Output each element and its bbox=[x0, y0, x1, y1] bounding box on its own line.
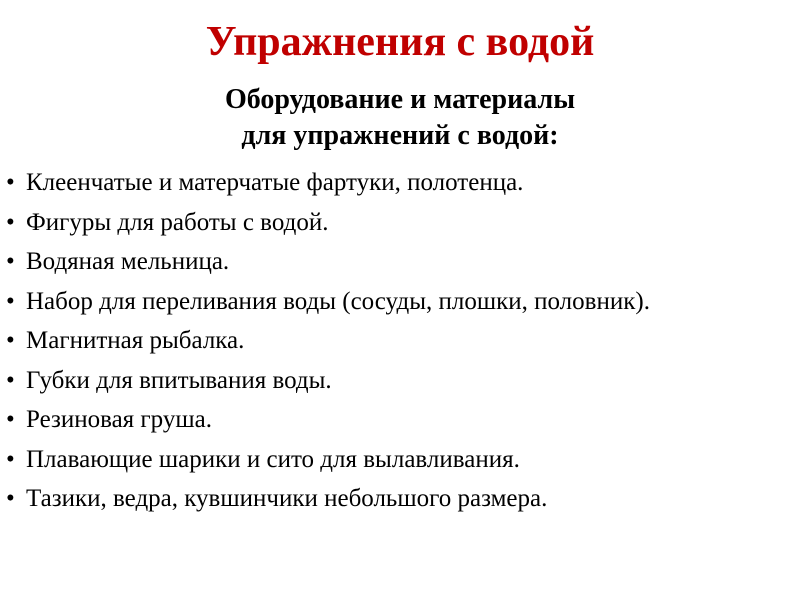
list-item-text: Фигуры для работы с водой. bbox=[26, 208, 329, 236]
equipment-list bbox=[4, 163, 794, 519]
list-item-text: Набор для переливания воды (сосуды, плошки, половник). bbox=[26, 287, 650, 315]
list-item bbox=[4, 321, 794, 361]
list-item bbox=[4, 242, 794, 282]
list-item-text: Водяная мельница. bbox=[26, 248, 230, 275]
subtitle-line-1: Оборудование и материалы bbox=[224, 84, 576, 115]
bullet-icon: • bbox=[6, 366, 15, 394]
bullet-icon: • bbox=[6, 169, 15, 196]
bullet-icon: • bbox=[6, 287, 15, 315]
bullet-icon: • bbox=[6, 208, 15, 236]
list-item bbox=[4, 282, 794, 322]
list-item-text: Клеенчатые и матерчатые фартуки, полотенца. bbox=[26, 169, 524, 196]
subtitle-line-2: для упражнений с водой: bbox=[241, 120, 559, 151]
list-item bbox=[4, 440, 794, 480]
list-item-text: Резиновая груша. bbox=[26, 406, 212, 433]
list-item-text: Тазики, ведра, кувшинчики небольшого размера. bbox=[26, 485, 548, 512]
list-item bbox=[4, 479, 794, 519]
list-item-text: Магнитная рыбалка. bbox=[26, 327, 245, 354]
bullet-icon: • bbox=[6, 248, 15, 275]
list-item bbox=[4, 400, 794, 440]
list-item bbox=[4, 163, 794, 203]
bullet-icon: • bbox=[6, 406, 15, 433]
list-item-text: Плавающие шарики и сито для вылавливания. bbox=[26, 445, 520, 473]
bullet-icon: • bbox=[6, 445, 15, 473]
bullet-icon: • bbox=[6, 485, 15, 512]
slide-subtitle bbox=[0, 82, 800, 154]
slide-title: Упражнения с водой bbox=[205, 19, 595, 65]
list-item bbox=[4, 361, 794, 401]
list-item-text: Губки для впитывания воды. bbox=[26, 366, 332, 394]
bullet-icon: • bbox=[6, 327, 15, 354]
list-item bbox=[4, 203, 794, 243]
